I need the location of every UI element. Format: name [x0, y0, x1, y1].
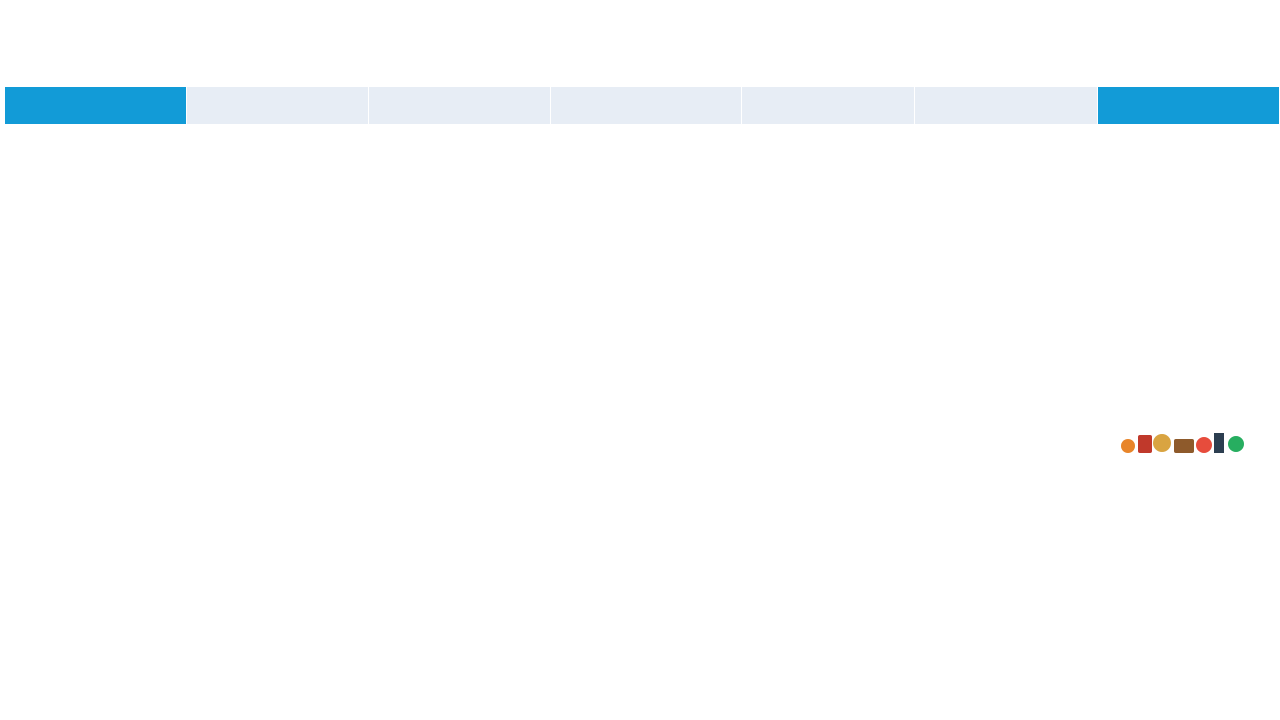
- garage-sale-poster: [1112, 373, 1253, 556]
- weekday-header-wednesday: [550, 87, 742, 125]
- weekday-header-tuesday: [368, 87, 550, 125]
- weekday-header-sunday: [5, 87, 187, 125]
- garage-items-illustration: [1118, 429, 1248, 455]
- weekday-header-thursday: [742, 87, 915, 125]
- weekday-header-monday: [186, 87, 368, 125]
- calendar-grid: [4, 86, 1280, 125]
- weekday-header-row: [5, 87, 1280, 125]
- weekday-header-friday: [915, 87, 1098, 125]
- weekday-header-saturday: [1098, 87, 1280, 125]
